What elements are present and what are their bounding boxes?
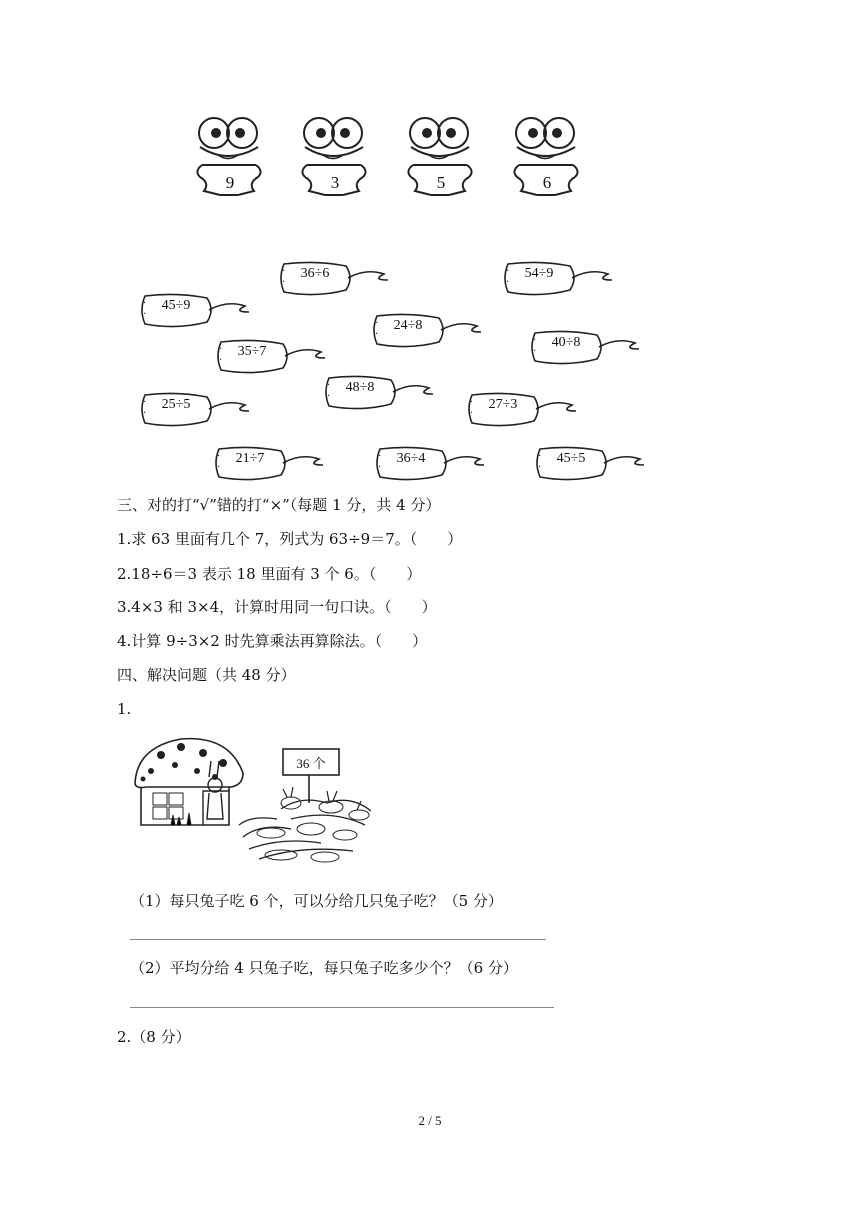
tadpole-3 — [137, 290, 317, 334]
tadpole-expression: 36÷4 — [396, 451, 426, 466]
rabbit-house-illustration — [131, 733, 391, 868]
question-2: （2）平均分给 4 只兔子吃，每只兔子吃多少个？（6 分） — [130, 959, 518, 977]
problem-1-label: 1. — [117, 700, 132, 718]
frog-number: 5 — [436, 173, 446, 192]
tadpole-expression: 36÷6 — [300, 266, 330, 281]
tadpole-5 — [527, 327, 707, 371]
svg-text:·: · — [375, 329, 379, 340]
tadpole-expression: 27÷3 — [488, 397, 518, 412]
tadpole-expression: 48÷8 — [345, 380, 375, 395]
frog-number: 9 — [225, 173, 235, 192]
answer-line-1[interactable] — [130, 939, 546, 940]
svg-text:·: · — [217, 462, 221, 473]
svg-text:·: · — [327, 391, 331, 402]
frog-2 — [295, 115, 375, 205]
svg-text:·: · — [506, 266, 510, 277]
section4-heading: 四、解决问题（共 48 分） — [117, 666, 296, 684]
tadpole-4 — [369, 310, 549, 354]
judge-item-2: 2.18÷6＝3 表示 18 里面有 3 个 6。（ ） — [117, 565, 422, 583]
svg-text:·: · — [219, 355, 223, 366]
tadpole-expression: 45÷5 — [556, 451, 586, 466]
svg-text:·: · — [282, 277, 286, 288]
answer-line-2[interactable] — [130, 1007, 554, 1008]
tadpole-expression: 25÷5 — [161, 397, 191, 412]
svg-text:·: · — [327, 380, 331, 391]
frog-4 — [507, 115, 587, 205]
svg-text:·: · — [143, 397, 147, 408]
tadpole-2 — [500, 258, 680, 302]
tadpole-expression: 40÷8 — [551, 335, 581, 350]
tadpole-9 — [464, 389, 644, 433]
svg-text:·: · — [506, 277, 510, 288]
svg-text:·: · — [538, 462, 542, 473]
tadpole-11 — [372, 443, 552, 487]
tadpole-expression: 54÷9 — [524, 266, 554, 281]
svg-text:·: · — [143, 298, 147, 309]
svg-text:·: · — [282, 266, 286, 277]
judge-item-3: 3.4×3 和 3×4，计算时用同一句口诀。（ ） — [117, 598, 437, 616]
svg-text:·: · — [143, 408, 147, 419]
question-1: （1）每只兔子吃 6 个，可以分给几只兔子吃？（5 分） — [130, 892, 503, 910]
svg-text:·: · — [143, 309, 147, 320]
svg-text:·: · — [538, 451, 542, 462]
tadpole-expression: 21÷7 — [235, 451, 265, 466]
tadpole-expression: 45÷9 — [161, 298, 191, 313]
frog-1 — [190, 115, 270, 205]
svg-text:·: · — [375, 318, 379, 329]
tadpole-expression: 24÷8 — [393, 318, 423, 333]
svg-text:·: · — [378, 462, 382, 473]
tadpole-expression: 35÷7 — [237, 344, 267, 359]
frog-number: 6 — [542, 173, 552, 192]
problem-2-label: 2.（8 分） — [117, 1028, 191, 1046]
svg-text:·: · — [533, 335, 537, 346]
page-number: 2 / 5 — [418, 1113, 442, 1128]
mushroom-house-picture — [131, 733, 391, 868]
svg-text:·: · — [470, 397, 474, 408]
tadpole-12 — [532, 443, 712, 487]
judge-item-4: 4.计算 9÷3×2 时先算乘法再算除法。（ ） — [117, 632, 428, 650]
tadpole-10 — [211, 443, 391, 487]
frog-number: 3 — [330, 173, 340, 192]
svg-text:·: · — [219, 344, 223, 355]
judge-item-1: 1.求 63 里面有几个 7，列式为 63÷9＝7。（ ） — [117, 530, 463, 548]
frog-3 — [401, 115, 481, 205]
section3-heading: 三、对的打“√”错的打“×”（每题 1 分，共 4 分） — [117, 496, 441, 514]
svg-text:·: · — [470, 408, 474, 419]
carrot-sign-label: 36 个 — [296, 756, 326, 771]
svg-text:·: · — [217, 451, 221, 462]
svg-text:·: · — [533, 346, 537, 357]
tadpole-8 — [137, 389, 317, 433]
svg-text:·: · — [378, 451, 382, 462]
